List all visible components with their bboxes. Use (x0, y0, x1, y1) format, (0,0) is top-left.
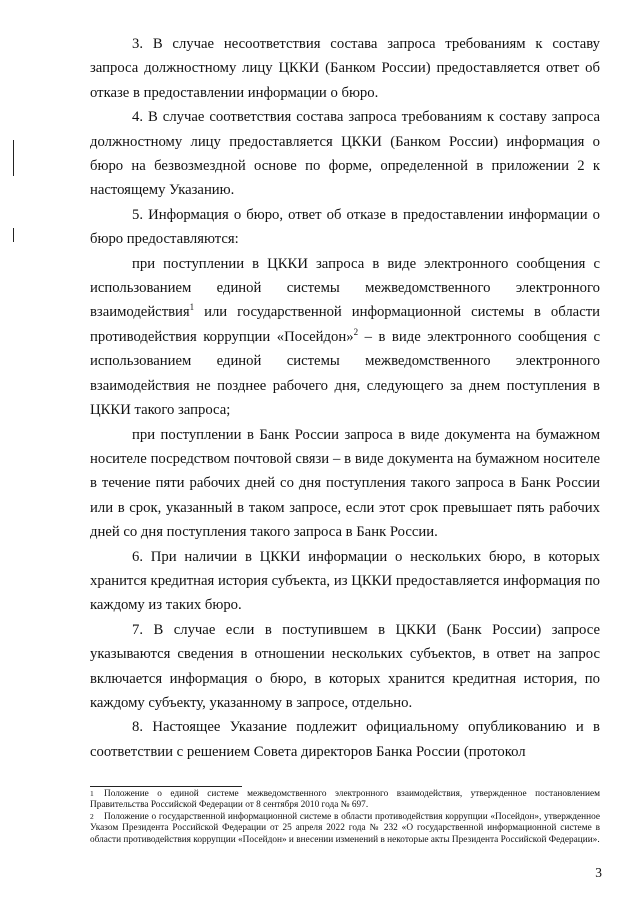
footnote-2 (90, 812, 600, 846)
footnote-2-text: Положение о государственной информационной системе в области противодействия коррупции «Посейдон», утвержденное Указом Президента Российской Федерации от 25 апреля 2022 года № 232 «О государственной информационной системе в области противодействия коррупции «Посейдон» и внесении изменений в некоторые акты Президента Российской Федерации». (90, 811, 600, 845)
paragraph-6: 6. При наличии в ЦККИ информации о нескольких бюро, в которых хранится кредитная история субъекта, из ЦККИ предоставляется информация по каждому из таких бюро. (90, 548, 600, 614)
margin-mark-upper (13, 140, 14, 176)
paragraph-5-electronic (90, 252, 600, 423)
footnote-1-mark: 1 (90, 789, 94, 798)
body-text (90, 32, 600, 764)
paragraph-7: 7. В случае если в поступившем в ЦККИ (Банк России) запросе указываются сведения в отношении нескольких субъектов, в ответ на запрос включается информация о бюро, в которых хранится кредитная история, по каждому субъекту, указанному в запросе, отдельно. (90, 621, 600, 711)
paragraph-5-electronic-part-1: при поступлении в ЦККИ запроса в виде электронного сообщения с использованием единой системы межведомственного электронного взаимодействия (90, 255, 600, 321)
paragraph-8: 8. Настоящее Указание подлежит официальному опубликованию и в соответствии с решением Совета директоров Банка России (протокол (90, 719, 600, 760)
page-number: 3 (595, 865, 602, 880)
footnote-ref-1: 1 (189, 302, 195, 313)
paragraph-4: 4. В случае соответствия состава запроса требованиям к составу запроса должностному лицу предоставляется ЦККИ (Банком России) информация о бюро на безвозмездной основе по форме, определенной в приложении 2 к настоящему Указанию. (90, 109, 600, 199)
footnote-1 (90, 789, 600, 812)
paragraph-5-paper: при поступлении в Банк России запроса в виде документа на бумажном носителе посредством почтовой связи – в виде документа на бумажном носителе в течение пяти рабочих дней со дня поступления такого запроса в Банк России или в срок, указанный в таком запросе, если этот срок превышает пять рабочих дней со дня поступления такого запроса в Банк России. (90, 426, 600, 541)
paragraph-5-electronic-part-3: – в виде электронного сообщения с использованием единой системы межведомственного электронного взаимодействия не позднее рабочего дня, следующего за днем поступления в ЦККИ такого запроса; (90, 328, 600, 419)
footnotes (90, 789, 600, 846)
margin-mark-lower (13, 228, 14, 242)
footnote-1-text: Положение о единой системе межведомственного электронного взаимодействия, утвержденное постановлением Правительства Российской Федерации от 8 сентября 2010 года № 697. (90, 789, 600, 811)
footnote-separator (90, 786, 242, 787)
paragraph-5-electronic-part-2: или государственной информационной системы в области противодействия коррупции «Посейдон» (90, 304, 600, 345)
footnote-2-mark: 2 (90, 811, 94, 821)
footnote-ref-2: 2 (353, 326, 359, 337)
paragraph-3: 3. В случае несоответствия состава запроса требованиям к составу запроса должностному лицу ЦККИ (Банком России) предоставляется ответ об отказе в предоставлении информации о бюро. (90, 36, 600, 101)
paragraph-5: 5. Информация о бюро, ответ об отказе в предоставлении информации о бюро предоставляются: (90, 206, 600, 248)
